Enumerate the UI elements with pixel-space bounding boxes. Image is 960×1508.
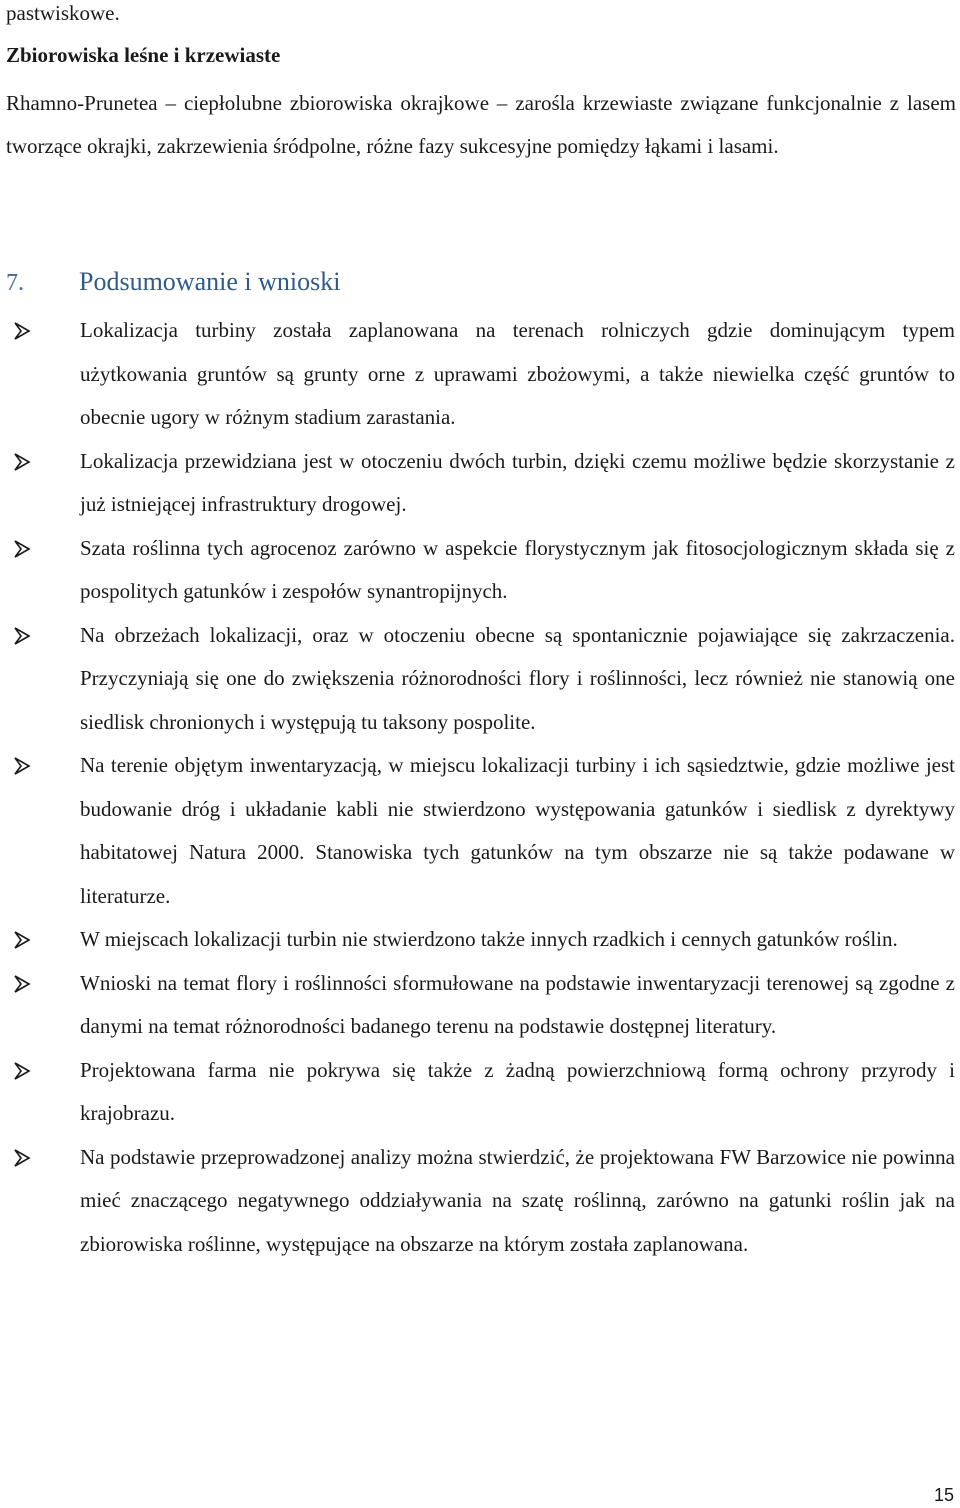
page-number: 15 xyxy=(933,1485,954,1505)
arrow-bullet-icon xyxy=(12,321,32,341)
intro-paragraph: Rhamno-Prunetea – ciepłolubne zbiorowiska okrajkowe – zarośla krzewiaste związane funkcjonalnie z lasem tworzące okrajki, zakrzewienia śródpolne, różne fazy sukcesyjne pomiędzy łąkami i lasami. xyxy=(6,91,956,158)
arrow-bullet-icon xyxy=(12,756,32,776)
list-item xyxy=(0,440,960,527)
list-item-text: Lokalizacja turbiny została zaplanowana na terenach rolniczych gdzie dominującym typem użytkowania gruntów są grunty orne z uprawami zbożowymi, a także niewielka część gruntów to obecnie ugory w różnym stadium zarastania. xyxy=(80,318,955,429)
list-item xyxy=(0,1049,960,1136)
list-item xyxy=(0,614,960,745)
list-item xyxy=(0,309,960,440)
arrow-bullet-icon xyxy=(12,930,32,950)
arrow-bullet-icon xyxy=(12,539,32,559)
list-item-text: W miejscach lokalizacji turbin nie stwierdzono także innych rzadkich i cennych gatunków roślin. xyxy=(80,927,898,951)
arrow-bullet-icon xyxy=(12,974,32,994)
carryover-text: pastwiskowe. xyxy=(6,1,120,25)
list-item-text: Na obrzeżach lokalizacji, oraz w otoczeniu obecne są spontanicznie pojawiające się zakrzaczenia. Przyczyniają się one do zwiększenia różnorodności flory i roślinności, lecz również nie stanowią one siedlisk chronionych i występują tu taksony pospolite. xyxy=(80,622,955,734)
list-item-text: Projektowana farma nie pokrywa się także z żadną powierzchniową formą ochrony przyrody i krajobrazu. xyxy=(80,1057,955,1125)
conclusions-list xyxy=(0,309,960,1266)
subheading: Zbiorowiska leśne i krzewiaste xyxy=(6,43,281,67)
list-item-text: Lokalizacja przewidziana jest w otoczeniu dwóch turbin, dzięki czemu możliwe będzie skorzystanie z już istniejącej infrastruktury drogowej. xyxy=(80,448,955,516)
section-title: Podsumowanie i wnioski xyxy=(79,267,341,296)
list-item-text: Wnioski na temat flory i roślinności sformułowane na podstawie inwentaryzacji terenowej są zgodne z danymi na temat różnorodności badanego terenu na podstawie dostępnej literatury. xyxy=(80,970,955,1038)
list-item xyxy=(0,1136,960,1267)
arrow-bullet-icon xyxy=(12,626,32,646)
list-item-text: Szata roślinna tych agrocenoz zarówno w aspekcie florystycznym jak fitosocjologicznym składa się z pospolitych gatunków i zespołów synantropijnych. xyxy=(80,535,955,603)
arrow-bullet-icon xyxy=(12,1148,32,1168)
section-heading xyxy=(6,262,340,303)
list-item xyxy=(0,918,960,962)
list-item-text: Na terenie objętym inwentaryzacją, w miejscu lokalizacji turbiny i ich sąsiedztwie, gdzie możliwe jest budowanie dróg i układanie kabli nie stwierdzono występowania gatunków i siedlisk z dyrektywy habitatowej Natura 2000. Stanowiska tych gatunków na tym obszarze nie są także podawane w literaturze. xyxy=(80,753,955,908)
arrow-bullet-icon xyxy=(12,1061,32,1081)
list-item-text: Na podstawie przeprowadzonej analizy można stwierdzić, że projektowana FW Barzowice nie powinna mieć znaczącego negatywnego oddziaływania na szatę roślinną, zarówno na gatunki roślin jak na zbiorowiska roślinne, występujące na obszarze na którym została zaplanowana. xyxy=(80,1144,955,1256)
section-number: 7. xyxy=(6,270,24,296)
intro-block xyxy=(6,0,956,168)
list-item xyxy=(0,962,960,1049)
list-item xyxy=(0,744,960,918)
list-item xyxy=(0,527,960,614)
arrow-bullet-icon xyxy=(12,452,32,472)
